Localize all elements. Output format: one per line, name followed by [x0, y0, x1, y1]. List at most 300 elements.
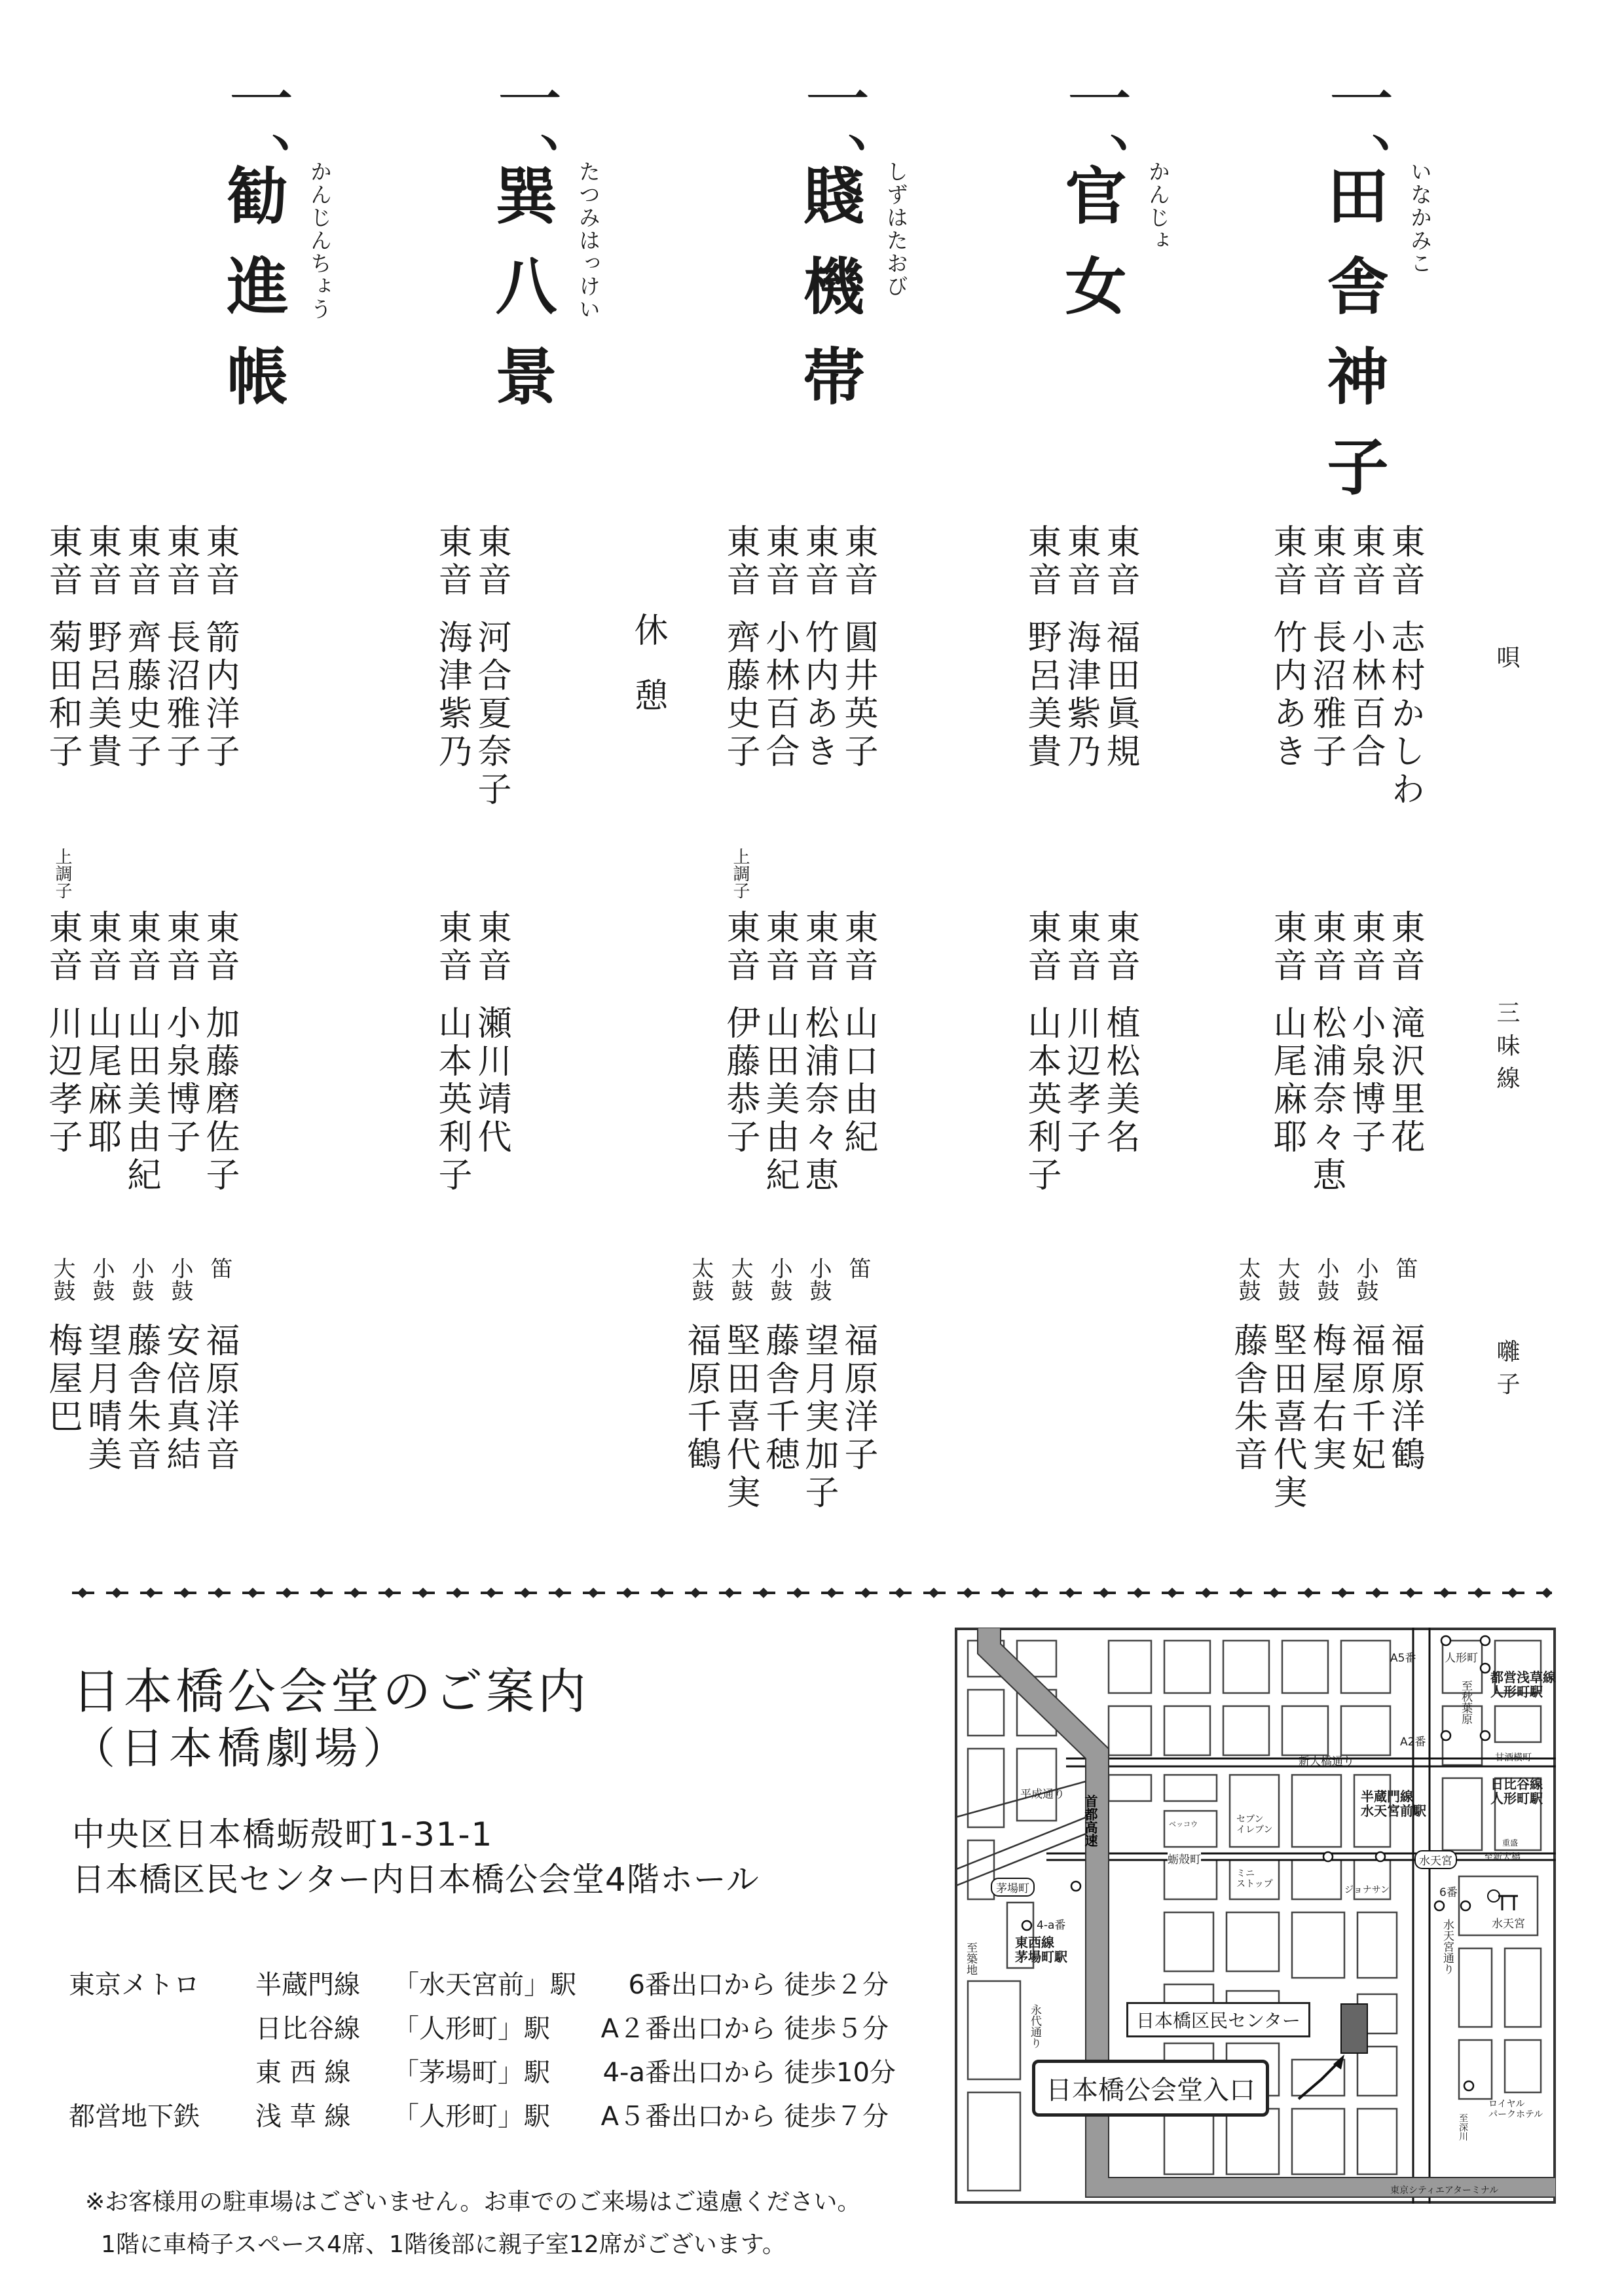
divider-diamond [384, 1588, 394, 1598]
performer [43, 848, 82, 1195]
divider-diamond [1473, 1588, 1484, 1598]
uta-group [720, 524, 877, 771]
performer [432, 848, 471, 1195]
shamisen-group [720, 848, 877, 1195]
instrument-label: 小鼓 [1352, 1257, 1378, 1302]
performer [1385, 848, 1424, 1195]
shamisen-group [432, 848, 511, 1195]
performer [471, 524, 511, 809]
performer [1022, 524, 1061, 771]
performer-name: 藤舎千穂 [760, 1322, 799, 1474]
program-piece [1310, 65, 1519, 525]
divider-diamond [1405, 1588, 1416, 1598]
performer-name: 山口由紀 [838, 1005, 877, 1157]
hayashi-group [43, 1257, 239, 1474]
divider-diamond [895, 1588, 905, 1598]
access-exit: A２番出口から [600, 2014, 776, 2044]
map-label-seven: セブン イレブン [1236, 1814, 1273, 1835]
uta-group [43, 524, 239, 771]
performer-name: 菊田和子 [43, 619, 82, 771]
performer [121, 848, 160, 1195]
divider-diamond [758, 1588, 769, 1598]
divider-diamond [588, 1588, 599, 1598]
map-label-center: 日本橋区民センター [1126, 2002, 1310, 2037]
performer-name: 伊藤恭子 [720, 1005, 760, 1157]
performer [760, 848, 799, 1195]
performer-affiliation: 東音 [1385, 524, 1424, 600]
piece-title: 巽八景 [485, 164, 557, 435]
performer-name: 海津紫乃 [1061, 619, 1100, 771]
performer [200, 848, 239, 1195]
section-label-shamisen: 三味線 [1493, 1000, 1520, 1099]
instrument-label: 笛 [206, 1257, 232, 1279]
instrument-label: 小鼓 [805, 1257, 832, 1302]
intermission-label: 休憩 [628, 612, 667, 743]
venue-address: 中央区日本橋蛎殻町1-31-1 [72, 1815, 494, 1853]
divider-diamond [622, 1588, 633, 1598]
performer-name: 齊藤史子 [121, 619, 160, 771]
performer-name: 小林百合 [1346, 619, 1385, 771]
performer [681, 1257, 720, 1512]
divider-diamond [145, 1588, 156, 1598]
map-label-to-tsukiji: 至築地 [964, 1942, 977, 1975]
performer-affiliation: 東音 [200, 524, 239, 600]
piece-marker: 一、 [1318, 65, 1394, 196]
divider-diamond [554, 1588, 564, 1598]
map-label-shin-ohashi: 新大橋通り [1299, 1755, 1354, 1768]
access-line: 東 西 線 [255, 2058, 351, 2088]
map-label-kayabacho: 茅場町 [991, 1878, 1035, 1897]
performer-name: 山本英利子 [1022, 1005, 1061, 1195]
divider-diamond [963, 1588, 973, 1598]
performer-name: 福田眞規 [1100, 619, 1139, 771]
divider-diamond [452, 1588, 462, 1598]
performer-affiliation: 東音 [1306, 909, 1346, 985]
performer-affiliation: 東音 [432, 524, 471, 600]
performer [432, 524, 471, 809]
access-operator [69, 2052, 255, 2096]
divider-diamond [997, 1588, 1007, 1598]
performer [43, 1257, 82, 1474]
performer-name: 梅屋巴 [43, 1322, 82, 1436]
access-row [69, 2052, 896, 2096]
access-operator: 東京メトロ [69, 1970, 200, 2000]
performer [200, 524, 239, 771]
performer-name: 山田美由紀 [760, 1005, 799, 1195]
performer-name: 福原洋子 [838, 1322, 877, 1474]
performer-name: 福原洋鶴 [1385, 1322, 1424, 1474]
performer-name: 小林百合 [760, 619, 799, 771]
piece-marker: 一、 [217, 65, 294, 196]
divider-diamond [316, 1588, 326, 1598]
access-row [69, 2096, 896, 2140]
performer [82, 1257, 121, 1474]
performer-affiliation: 東音 [1385, 909, 1424, 985]
access-time: 徒歩５分 [784, 2014, 889, 2044]
uta-group [432, 524, 511, 809]
map-label-a2: A2番 [1400, 1736, 1426, 1749]
performer [200, 1257, 239, 1474]
access-station: 「人形町」駅 [393, 2102, 550, 2132]
section-label-uta: 唄 [1493, 645, 1520, 678]
access-station: 「水天宮前」駅 [393, 1970, 576, 2000]
performer-note: 上調子 [52, 848, 72, 899]
piece-title: 勧進帳 [216, 164, 288, 435]
performer-affiliation: 東音 [121, 524, 160, 600]
program-piece [1048, 65, 1257, 458]
performer-name: 福原洋音 [200, 1322, 239, 1474]
divider-diamond [179, 1588, 190, 1598]
performer-name: 野呂美貴 [1022, 619, 1061, 771]
performer [1267, 848, 1306, 1195]
performer [121, 524, 160, 771]
access-operator [69, 2008, 255, 2052]
piece-title: 賤機帯 [792, 164, 864, 435]
performer-name: 山尾麻耶 [82, 1005, 121, 1157]
performer [160, 524, 200, 771]
performer-affiliation: 東音 [1061, 909, 1100, 985]
performer-name: 長沼雅子 [1306, 619, 1346, 771]
performer-name: 梅屋右実 [1306, 1322, 1346, 1474]
performer-affiliation: 東音 [43, 524, 82, 600]
performer-affiliation: 東音 [720, 524, 760, 600]
divider-diamond [248, 1588, 258, 1598]
divider-diamond [792, 1588, 803, 1598]
performer-affiliation: 東音 [1346, 524, 1385, 600]
divider-diamond [1235, 1588, 1246, 1598]
divider-diamond [418, 1588, 428, 1598]
access-exit: A５番出口から [600, 2102, 776, 2132]
divider-diamond [1201, 1588, 1211, 1598]
performer-name: 小泉博子 [160, 1005, 200, 1157]
performer [1022, 848, 1061, 1195]
performer-affiliation: 東音 [160, 909, 200, 985]
performer-name: 長沼雅子 [160, 619, 200, 771]
map-label-to-shinohashi: 至新大橋 [1484, 1852, 1521, 1863]
instrument-label: 笛 [1392, 1257, 1418, 1279]
performer-name: 山尾麻耶 [1267, 1005, 1306, 1157]
performer-affiliation: 東音 [760, 524, 799, 600]
performer-affiliation: 東音 [200, 909, 239, 985]
performer-affiliation: 東音 [471, 524, 511, 600]
performer-name: 植松美名 [1100, 1005, 1139, 1157]
performer-affiliation: 東音 [799, 909, 838, 985]
map-label-exit4a: 4-a番 [1037, 1919, 1066, 1932]
access-station: 「茅場町」駅 [393, 2058, 550, 2088]
performer-name: 福原千妃 [1346, 1322, 1385, 1474]
divider-diamond [1099, 1588, 1109, 1598]
map-label-jonathan: ジョナサン [1344, 1885, 1390, 1895]
shamisen-group [1022, 848, 1139, 1195]
map-label-entrance: 日本橋公会堂入口 [1032, 2060, 1269, 2117]
divider-diamond [690, 1588, 701, 1598]
performer [82, 848, 121, 1195]
divider-diamond [486, 1588, 496, 1598]
divider-diamond [1065, 1588, 1075, 1598]
map-label-shuto: 首都高速 [1082, 1795, 1098, 1847]
divider-diamond [656, 1588, 667, 1598]
performer-affiliation: 東音 [82, 909, 121, 985]
map-label-heisei: 平成通り [1020, 1788, 1065, 1801]
performer-name: 堅田喜代実 [720, 1322, 760, 1512]
performer-note: 上調子 [730, 848, 750, 899]
access-table [69, 1964, 896, 2140]
section-label-hayashi: 囃子 [1493, 1339, 1520, 1404]
map-label-terminal: 東京シティエアターミナル [1390, 2185, 1499, 2196]
divider-diamond [1541, 1588, 1552, 1598]
access-map [955, 1628, 1556, 2204]
performer-affiliation: 東音 [1100, 909, 1139, 985]
performer [720, 1257, 760, 1512]
access-time: 徒歩７分 [784, 2102, 889, 2132]
instrument-label: 太鼓 [688, 1257, 714, 1302]
map-label-kanai: 重盛 [1502, 1838, 1519, 1848]
diamond-divider [72, 1583, 1552, 1603]
performer-affiliation: 東音 [838, 909, 877, 985]
divider-diamond [1167, 1588, 1177, 1598]
performer-name: 志村かしわ [1385, 619, 1424, 809]
divider-diamond [1269, 1588, 1280, 1598]
map-label-amazake: 甘酒横町 [1495, 1753, 1532, 1763]
performer-name: 滝沢里花 [1385, 1005, 1424, 1157]
divider-diamond [826, 1588, 837, 1598]
performer-affiliation: 東音 [799, 524, 838, 600]
performer [1267, 524, 1306, 809]
map-label-royal: ロイヤル パークホテル [1488, 2099, 1543, 2120]
map-label-suitengu-crossing: 水天宮 [1414, 1850, 1457, 1869]
performer-affiliation: 東音 [471, 909, 511, 985]
map-label-suitengu: 水天宮 [1492, 1918, 1525, 1931]
divider-diamond [213, 1588, 224, 1598]
piece-marker: 一、 [486, 65, 563, 196]
performer-name: 川辺孝子 [1061, 1005, 1100, 1157]
piece-ruby: かんじんちょう [307, 160, 333, 321]
instrument-label: 小鼓 [766, 1257, 792, 1302]
piece-marker: 一、 [794, 65, 870, 196]
hayashi-group [1228, 1257, 1424, 1512]
performer-affiliation: 東音 [1022, 524, 1061, 600]
instrument-label: 小鼓 [88, 1257, 115, 1302]
performer-name: 安倍真結 [160, 1322, 200, 1474]
map-label-kaigara-small: ベッコウ [1169, 1820, 1198, 1829]
divider-diamond [350, 1588, 360, 1598]
access-exit: 4-a番出口から [602, 2058, 776, 2088]
performer-name: 竹内あき [799, 619, 838, 771]
performer [82, 524, 121, 771]
performer-name: 齊藤史子 [720, 619, 760, 771]
hayashi-group [681, 1257, 877, 1512]
performer [1306, 848, 1346, 1195]
uta-group [1022, 524, 1139, 771]
map-label-hanzomon-station: 半蔵門線 水天宮前駅 [1361, 1789, 1426, 1819]
performer-name: 山田美由紀 [121, 1005, 160, 1195]
performer [1346, 1257, 1385, 1512]
performer-affiliation: 東音 [1346, 909, 1385, 985]
shamisen-group [1267, 848, 1424, 1195]
performer-name: 加藤磨佐子 [200, 1005, 239, 1195]
divider-diamond [1133, 1588, 1143, 1598]
instrument-label: 大鼓 [727, 1257, 753, 1302]
access-line: 浅 草 線 [255, 2102, 351, 2132]
performer-affiliation: 東音 [1061, 524, 1100, 600]
performer [1100, 848, 1139, 1195]
performer [1061, 524, 1100, 771]
performer-affiliation: 東音 [1100, 524, 1139, 600]
notes [85, 2183, 860, 2269]
map-label-to-fukagawa: 至深川 [1458, 2113, 1468, 2141]
performer-affiliation: 東音 [1022, 909, 1061, 985]
performer [720, 848, 760, 1195]
performer-name: 藤舎朱音 [121, 1322, 160, 1474]
performer-name: 川辺孝子 [43, 1005, 82, 1157]
parking-note: ※お客様用の駐車場はございません。お車でのご来場はご遠慮ください。 [85, 2189, 861, 2215]
performer-name: 山本英利子 [432, 1005, 471, 1195]
piece-title: 官女 [1054, 164, 1126, 344]
performer-affiliation: 東音 [1267, 909, 1306, 985]
performer-affiliation: 東音 [720, 909, 760, 985]
performer [1346, 848, 1385, 1195]
instrument-label: 笛 [845, 1257, 871, 1279]
piece-ruby: たつみはっけい [576, 160, 601, 321]
instrument-label: 小鼓 [167, 1257, 193, 1302]
performer [838, 524, 877, 771]
performer [160, 848, 200, 1195]
performer [760, 524, 799, 771]
performer-affiliation: 東音 [121, 909, 160, 985]
program-piece [478, 65, 688, 458]
access-line: 日比谷線 [255, 2014, 360, 2044]
divider-diamond [77, 1588, 88, 1598]
performer-name: 箭内洋子 [200, 619, 239, 771]
access-row [69, 2008, 896, 2052]
performer-name: 瀬川靖代 [471, 1005, 511, 1157]
divider-diamond [1371, 1588, 1382, 1598]
access-row [69, 1964, 896, 2008]
performer [1346, 524, 1385, 809]
access-station: 「人形町」駅 [393, 2014, 550, 2044]
piece-ruby: かんじょ [1145, 160, 1171, 252]
divider-diamond [1303, 1588, 1314, 1598]
performer [1385, 524, 1424, 809]
instrument-label: 大鼓 [1274, 1257, 1300, 1302]
performer [1100, 524, 1139, 771]
divider-diamond [111, 1588, 122, 1598]
map-label-eitai: 永代通り [1028, 2004, 1041, 2049]
divider-diamond [1507, 1588, 1518, 1598]
performer-name: 小泉博子 [1346, 1005, 1385, 1157]
map-label-asakusa-station: 都営浅草線 人形町駅 [1490, 1669, 1556, 1700]
divider-diamond [282, 1588, 292, 1598]
venue-address-detail: 日本橋区民センター内日本橋公会堂4階ホール [72, 1861, 760, 1899]
performer [760, 1257, 799, 1512]
performer [471, 848, 511, 1195]
divider-diamond [929, 1588, 939, 1598]
uta-group [1267, 524, 1424, 809]
performer [160, 1257, 200, 1474]
venue-title: 日本橋公会堂のご案内 [72, 1664, 589, 1720]
map-label-ministop: ミニ ストップ [1236, 1868, 1273, 1889]
performer-affiliation: 東音 [43, 909, 82, 985]
program-piece [786, 65, 995, 458]
performer-name: 藤舎朱音 [1228, 1322, 1267, 1474]
performer [121, 1257, 160, 1474]
performer [1228, 1257, 1267, 1512]
instrument-label: 小鼓 [128, 1257, 154, 1302]
performer [799, 848, 838, 1195]
performer-name: 河合夏奈子 [471, 619, 511, 809]
performer-affiliation: 東音 [1267, 524, 1306, 600]
map-label-hibiya-station: 日比谷線 人形町駅 [1490, 1776, 1543, 1806]
performer [1061, 848, 1100, 1195]
performer-affiliation: 東音 [160, 524, 200, 600]
piece-ruby: いなかみこ [1407, 160, 1433, 275]
map-label-exit6: 6番 [1439, 1886, 1458, 1899]
instrument-label: 小鼓 [1313, 1257, 1339, 1302]
map-label-to-akihabara: 至秋葉原 [1459, 1680, 1472, 1724]
access-line: 半蔵門線 [255, 1970, 360, 2000]
piece-title: 田舎神子 [1316, 164, 1388, 525]
access-time: 徒歩10分 [784, 2058, 896, 2088]
divider-diamond [1031, 1588, 1041, 1598]
performer-affiliation: 東音 [432, 909, 471, 985]
program-piece [210, 65, 419, 458]
venue-subtitle: （日本橋劇場） [72, 1723, 411, 1774]
piece-ruby: しずはたおび [883, 160, 909, 298]
seating-note: 1階に車椅子スペース4席、1階後部に親子室12席がございます。 [101, 2231, 786, 2258]
performer-name: 竹内あき [1267, 619, 1306, 771]
performer-name: 松浦奈々恵 [1306, 1005, 1346, 1195]
instrument-label: 大鼓 [49, 1257, 75, 1302]
map-label-a5: A5番 [1390, 1652, 1416, 1665]
performer-name: 望月晴美 [82, 1322, 121, 1474]
performer [838, 1257, 877, 1512]
performer [43, 524, 82, 771]
instrument-label: 太鼓 [1234, 1257, 1261, 1302]
map-label-ningyocho: 人形町 [1445, 1652, 1478, 1665]
map-label-suitengu-dori: 水天宮通り [1441, 1919, 1454, 1975]
map-label-tozai-station: 東西線 茅場町駅 [1015, 1935, 1067, 1965]
divider-diamond [1439, 1588, 1450, 1598]
performer-name: 福原千鶴 [681, 1322, 720, 1474]
performer [799, 1257, 838, 1512]
performer-affiliation: 東音 [760, 909, 799, 985]
divider-diamond [860, 1588, 871, 1598]
performer-name: 海津紫乃 [432, 619, 471, 771]
divider-diamond [520, 1588, 530, 1598]
performer [1267, 1257, 1306, 1512]
performer [838, 848, 877, 1195]
access-exit: 6番出口から [628, 1970, 776, 2000]
performer-affiliation: 東音 [82, 524, 121, 600]
divider-diamond [1337, 1588, 1348, 1598]
performer-affiliation: 東音 [838, 524, 877, 600]
divider-diamond [724, 1588, 735, 1598]
performer [1385, 1257, 1424, 1512]
map-label-kakigara: 蛎殻町 [1168, 1850, 1201, 1867]
performer-name: 圓井英子 [838, 619, 877, 771]
performer-name: 野呂美貴 [82, 619, 121, 771]
performer [1306, 524, 1346, 809]
shamisen-group [43, 848, 239, 1195]
performer-name: 堅田喜代実 [1267, 1322, 1306, 1512]
performer [1306, 1257, 1346, 1512]
performer-name: 松浦奈々恵 [799, 1005, 838, 1195]
piece-marker: 一、 [1056, 65, 1132, 196]
access-time: 徒歩２分 [784, 1970, 889, 2000]
access-operator: 都営地下鉄 [69, 2102, 200, 2132]
performer [720, 524, 760, 771]
performer-affiliation: 東音 [1306, 524, 1346, 600]
